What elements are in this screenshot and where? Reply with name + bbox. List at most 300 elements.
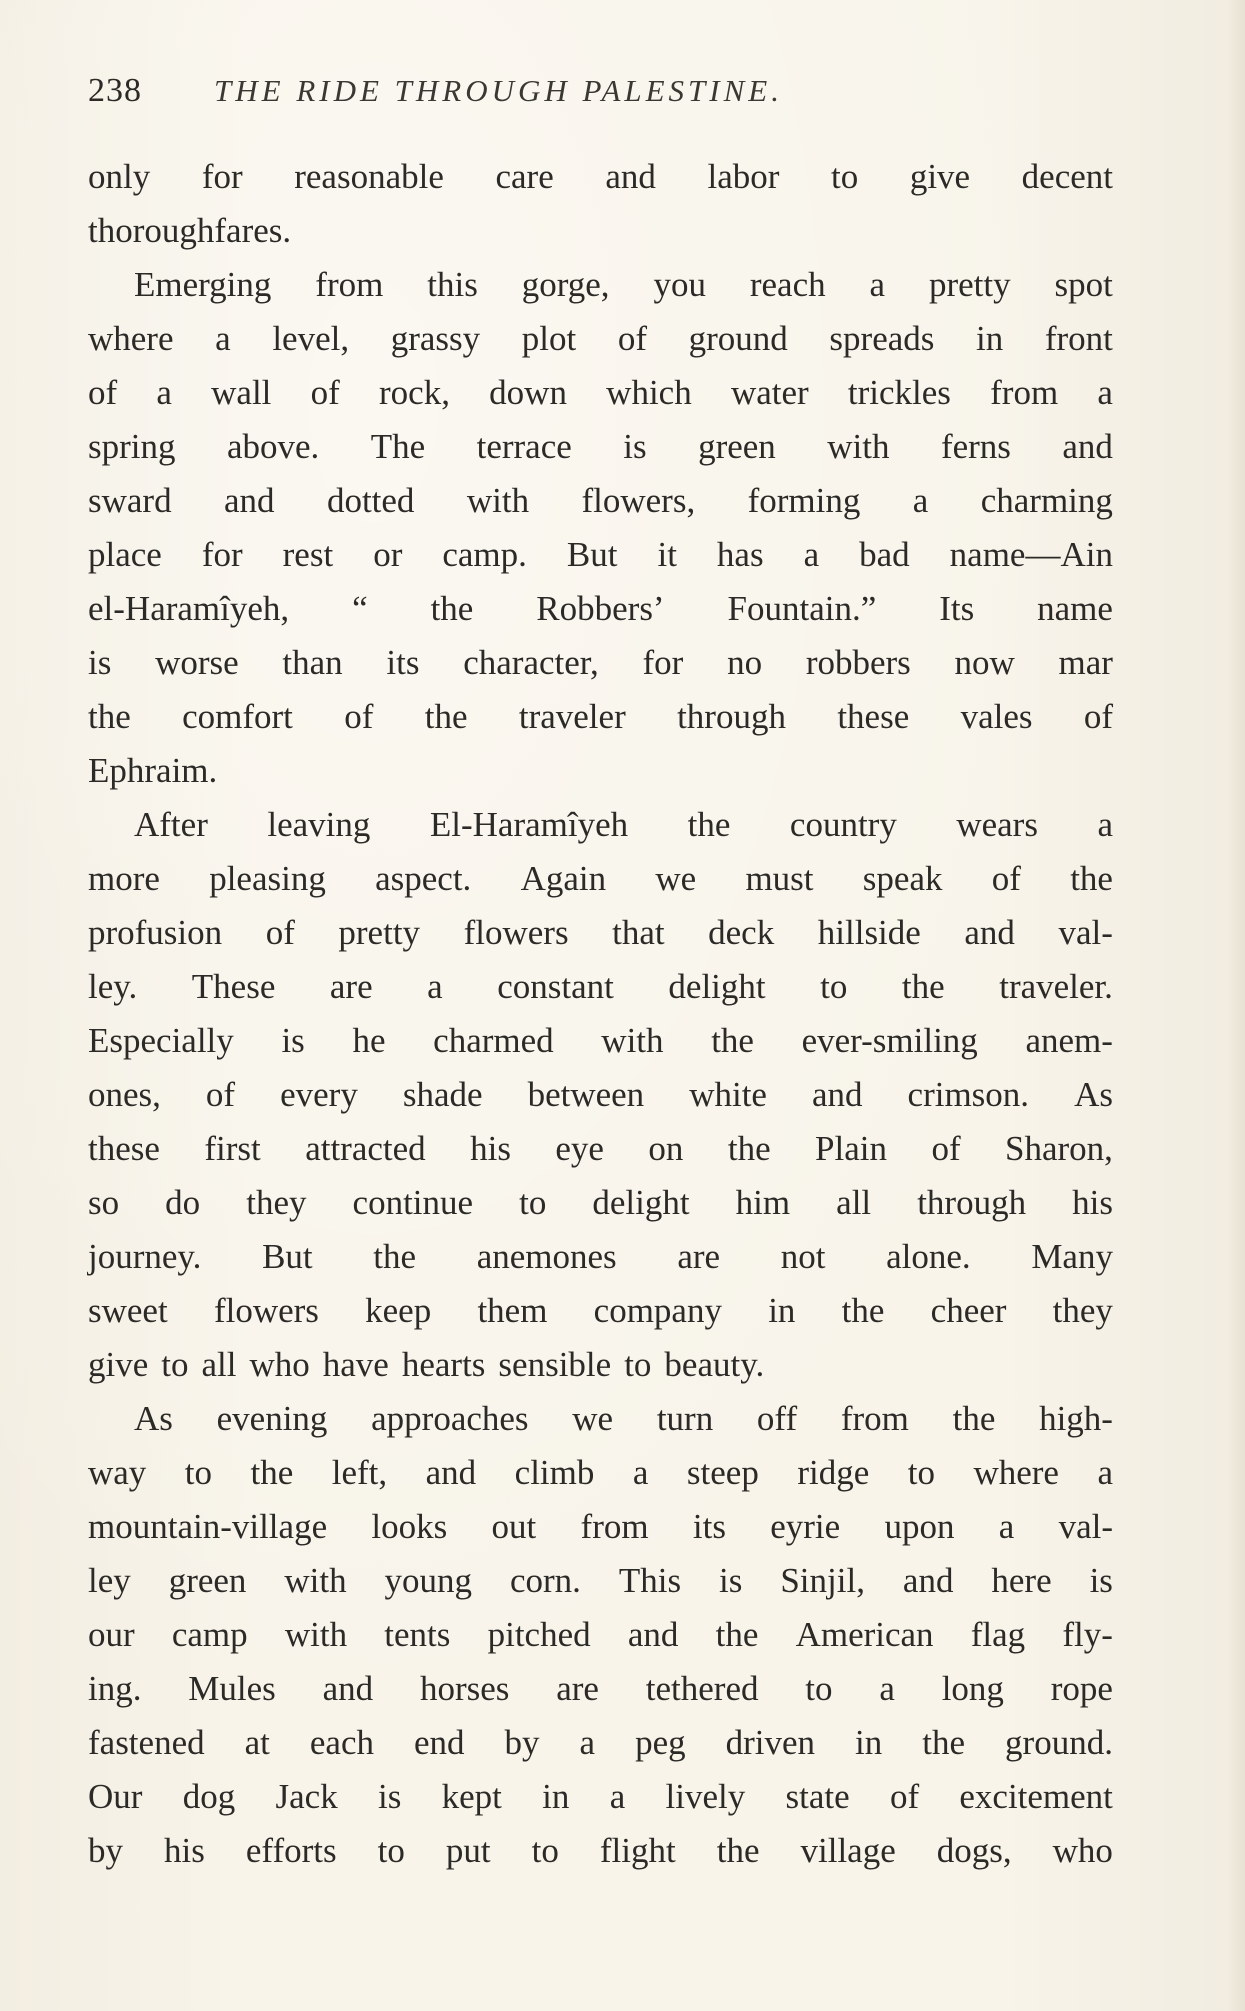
word: are (556, 1669, 599, 1708)
word: for (642, 643, 684, 682)
word: from (315, 265, 384, 304)
word: delight (668, 967, 766, 1006)
word: pitched (487, 1615, 591, 1654)
word: not (780, 1237, 826, 1276)
word: spot (1054, 265, 1113, 304)
word: is (88, 643, 112, 682)
word: state (785, 1777, 850, 1816)
text-line (88, 420, 1113, 474)
word: of (991, 859, 1021, 898)
word: Fountain.” (727, 589, 877, 628)
word: this (427, 265, 478, 304)
word: all (836, 1183, 872, 1222)
word: care (495, 157, 554, 196)
word: where (88, 319, 174, 358)
word: continue (352, 1183, 474, 1222)
word: But (262, 1237, 313, 1276)
word: of (1083, 697, 1113, 736)
word: Its (939, 589, 975, 628)
word: with (466, 481, 530, 520)
text-line (88, 1176, 1113, 1230)
word: to (830, 157, 859, 196)
word: Robbers’ (536, 589, 665, 628)
word: we (572, 1399, 614, 1438)
word: country (789, 805, 897, 844)
word: by (504, 1723, 540, 1762)
word: labor (707, 157, 780, 196)
word: to (519, 1183, 547, 1222)
word: and (322, 1669, 374, 1708)
word: journey. (88, 1237, 202, 1276)
word: the (922, 1723, 966, 1762)
word: ley (88, 1561, 131, 1600)
word: vales (960, 697, 1033, 736)
word: that (612, 913, 665, 952)
word: and (627, 1615, 679, 1654)
word: through (917, 1183, 1027, 1222)
text-line (88, 1446, 1113, 1500)
page-number: 238 (88, 72, 142, 109)
word: every (280, 1075, 358, 1114)
text-line (88, 1338, 1113, 1392)
word: the (1070, 859, 1113, 898)
word: you (653, 265, 706, 304)
word: driven (725, 1723, 816, 1762)
word: to (531, 1831, 559, 1870)
word: wall (211, 373, 272, 412)
word: only (88, 157, 151, 196)
word: terrace (476, 427, 572, 466)
word: to (624, 1345, 652, 1384)
word: tents (384, 1615, 451, 1654)
word: with (284, 1561, 347, 1600)
word: above. (226, 427, 320, 466)
word: shade (402, 1075, 483, 1114)
word: have (322, 1345, 389, 1384)
word: rest (282, 535, 334, 574)
word: a (1097, 805, 1113, 844)
word: we (655, 859, 697, 898)
text-line (88, 582, 1113, 636)
word: who (249, 1345, 310, 1384)
word: Again (520, 859, 607, 898)
word: to (820, 967, 848, 1006)
word: in (542, 1777, 570, 1816)
word: val- (1058, 1507, 1113, 1546)
text-line (88, 1068, 1113, 1122)
word: at (244, 1723, 270, 1762)
word: ridge (797, 1453, 870, 1492)
word: his (470, 1129, 511, 1168)
word: spreads (829, 319, 935, 358)
word: of (205, 1075, 236, 1114)
word: fastened (88, 1723, 205, 1762)
word: from (990, 373, 1059, 412)
word: a (427, 967, 443, 1006)
text-line (88, 1554, 1113, 1608)
word: is (1089, 1561, 1113, 1600)
word: This (618, 1561, 682, 1600)
word: the (424, 697, 468, 736)
word: pleasing (209, 859, 326, 898)
word: are (677, 1237, 721, 1276)
word: wears (956, 805, 1038, 844)
word: lively (665, 1777, 746, 1816)
word: ground (688, 319, 788, 358)
word: dotted (326, 481, 415, 520)
word: sward (88, 481, 172, 520)
word: attracted (305, 1129, 426, 1168)
word: these (837, 697, 910, 736)
word: it (657, 535, 677, 574)
word: water (730, 373, 809, 412)
word: profusion (88, 913, 223, 952)
word: a (803, 535, 820, 574)
word: who (1052, 1831, 1113, 1870)
word: turn (656, 1399, 714, 1438)
text-line (88, 1608, 1113, 1662)
word: a (609, 1777, 626, 1816)
word: first (204, 1129, 261, 1168)
word: young (384, 1561, 473, 1600)
word: with (827, 427, 890, 466)
word: a (632, 1453, 649, 1492)
word: ing. (88, 1669, 142, 1708)
word: decent (1021, 157, 1113, 196)
word: sensible (498, 1345, 612, 1384)
word: forming (747, 481, 861, 520)
word: After (134, 805, 208, 844)
word: rope (1050, 1669, 1113, 1708)
word: Plain (815, 1129, 887, 1168)
word: name—Ain (949, 535, 1113, 574)
word: and (224, 481, 275, 520)
word: through (677, 697, 786, 736)
word: of (88, 373, 118, 412)
word: village (800, 1831, 896, 1870)
word: the (250, 1453, 294, 1492)
word: of (310, 373, 340, 412)
text-line (88, 744, 1113, 798)
word: camp (171, 1615, 248, 1654)
word: long (941, 1669, 1004, 1708)
word: flowers (463, 913, 569, 952)
word: of (889, 1777, 920, 1816)
word: corn. (509, 1561, 581, 1600)
word: in (855, 1723, 883, 1762)
word: anemones (476, 1237, 617, 1276)
word: a (1097, 373, 1113, 412)
word: between (527, 1075, 645, 1114)
word: each (309, 1723, 374, 1762)
word: is (719, 1561, 743, 1600)
word: do (165, 1183, 201, 1222)
word: and (1062, 427, 1113, 466)
word: approaches (371, 1399, 529, 1438)
word: has (716, 535, 764, 574)
word: way (88, 1453, 147, 1492)
word: the (841, 1291, 885, 1330)
word: a (879, 1669, 895, 1708)
word: from (840, 1399, 909, 1438)
word: company (593, 1291, 722, 1330)
word: climb (514, 1453, 595, 1492)
word: robbers (805, 643, 911, 682)
word: These (191, 967, 276, 1006)
word: its (386, 643, 420, 682)
word: the (687, 805, 731, 844)
text-line (88, 798, 1113, 852)
word: and (425, 1453, 477, 1492)
word: fly- (1062, 1615, 1113, 1654)
word: eye (555, 1129, 604, 1168)
word: cheer (930, 1291, 1007, 1330)
word: excitement (959, 1777, 1113, 1816)
word: our (88, 1615, 135, 1654)
word: charmed (433, 1021, 554, 1060)
word: Mules (188, 1669, 276, 1708)
word: down (489, 373, 567, 412)
word: plot (521, 319, 577, 358)
word: As (1074, 1075, 1113, 1114)
word: beauty. (664, 1345, 765, 1384)
word: all (201, 1345, 237, 1384)
word: speak (862, 859, 943, 898)
text-line (88, 474, 1113, 528)
text-line (88, 690, 1113, 744)
word: ones, (88, 1075, 161, 1114)
word: which (606, 373, 692, 412)
word: kept (441, 1777, 502, 1816)
text-line (88, 1824, 1113, 1878)
text-line (88, 204, 1113, 258)
word: peg (635, 1723, 686, 1762)
word: hearts (401, 1345, 486, 1384)
word: of (931, 1129, 961, 1168)
word: a (1097, 1453, 1113, 1492)
word: comfort (182, 697, 293, 736)
word: the (901, 967, 945, 1006)
word: flag (970, 1615, 1026, 1654)
word: sweet (88, 1291, 168, 1330)
word: upon (884, 1507, 955, 1546)
word: by (88, 1831, 123, 1870)
word: trickles (847, 373, 951, 412)
word: traveler (518, 697, 626, 736)
word: he (352, 1021, 386, 1060)
text-line (88, 1392, 1113, 1446)
word: his (164, 1831, 205, 1870)
word: rock, (379, 373, 450, 412)
word: worse (155, 643, 239, 682)
word: flowers, (581, 481, 696, 520)
word: grassy (390, 319, 481, 358)
word: tethered (645, 1669, 759, 1708)
word: evening (216, 1399, 328, 1438)
word: name (1037, 589, 1113, 628)
text-line (88, 1662, 1113, 1716)
word: Sinjil, (780, 1561, 865, 1600)
word: val- (1058, 913, 1113, 952)
word: his (1072, 1183, 1113, 1222)
word: a (998, 1507, 1015, 1546)
word: camp. (442, 535, 527, 574)
word: more (88, 859, 160, 898)
word: where (973, 1453, 1059, 1492)
word: to (907, 1453, 935, 1492)
word: they (246, 1183, 307, 1222)
text-line (88, 150, 1113, 204)
word: than (282, 643, 343, 682)
word: a (156, 373, 172, 412)
word: gorge, (521, 265, 610, 304)
word: Sharon, (1005, 1129, 1113, 1168)
word: high- (1039, 1399, 1113, 1438)
word: aspect. (375, 859, 472, 898)
word: pretty (928, 265, 1011, 304)
word: is (623, 427, 647, 466)
word: are (329, 967, 373, 1006)
text-line (88, 528, 1113, 582)
word: pretty (338, 913, 421, 952)
word: them (477, 1291, 548, 1330)
text-line (88, 1716, 1113, 1770)
word: a (912, 481, 929, 520)
word: But (566, 535, 618, 574)
text-line (88, 1500, 1113, 1554)
word: Many (1031, 1237, 1113, 1276)
word: Especially (88, 1021, 234, 1060)
word: ground. (1005, 1723, 1113, 1762)
word: to (377, 1831, 405, 1870)
word: is (281, 1021, 305, 1060)
word: dog (182, 1777, 236, 1816)
body-text (88, 150, 1113, 1878)
word: to (805, 1669, 833, 1708)
running-title: THE RIDE THROUGH PALESTINE. (214, 73, 783, 108)
word: in (976, 319, 1004, 358)
text-line (88, 636, 1113, 690)
word: front (1044, 319, 1113, 358)
word: and (902, 1561, 954, 1600)
word: the (727, 1129, 771, 1168)
word: the (716, 1831, 760, 1870)
word: green (168, 1561, 247, 1600)
word: el-Haramîyeh, (88, 589, 290, 628)
word: the (430, 589, 474, 628)
word: dogs, (936, 1831, 1012, 1870)
text-line (88, 960, 1113, 1014)
word: a (869, 265, 886, 304)
text-line (88, 312, 1113, 366)
word: with (284, 1615, 348, 1654)
word: leaving (267, 805, 371, 844)
word: or (373, 535, 403, 574)
word: for (201, 157, 243, 196)
word: keep (365, 1291, 432, 1330)
word: in (768, 1291, 796, 1330)
text-line (88, 1770, 1113, 1824)
word: reasonable (294, 157, 444, 196)
running-header (88, 72, 1108, 112)
word: reach (749, 265, 826, 304)
word: ferns (940, 427, 1011, 466)
word: to (161, 1345, 189, 1384)
word: constant (497, 967, 614, 1006)
word: delight (592, 1183, 690, 1222)
word: put (445, 1831, 491, 1870)
text-line (88, 1284, 1113, 1338)
word: the (373, 1237, 417, 1276)
word: character, (463, 643, 599, 682)
word: horses (419, 1669, 510, 1708)
word: off (756, 1399, 798, 1438)
word: “ (352, 589, 368, 628)
word: eyrie (770, 1507, 841, 1546)
word: they (1052, 1291, 1113, 1330)
word: anem- (1025, 1021, 1113, 1060)
word: white (689, 1075, 767, 1114)
text-line (88, 906, 1113, 960)
word: American (795, 1615, 934, 1654)
word: with (601, 1021, 664, 1060)
word: give (909, 157, 971, 196)
text-line (88, 1014, 1113, 1068)
word: a (579, 1723, 596, 1762)
word: traveler. (999, 967, 1113, 1006)
word: on (648, 1129, 684, 1168)
word: As (134, 1399, 173, 1438)
word: these (88, 1129, 160, 1168)
word: give (88, 1345, 149, 1384)
text-line (88, 366, 1113, 420)
word: place (88, 535, 162, 574)
word: level, (272, 319, 350, 358)
word: thoroughfares. (88, 211, 292, 250)
word: the (715, 1615, 759, 1654)
word: of (617, 319, 648, 358)
word: spring (88, 427, 176, 466)
word: of (265, 913, 295, 952)
word: efforts (245, 1831, 337, 1870)
word: a (215, 319, 231, 358)
word: Our (88, 1777, 143, 1816)
text-line (88, 1122, 1113, 1176)
word: and (964, 913, 1015, 952)
word: the (952, 1399, 996, 1438)
word: from (580, 1507, 649, 1546)
word: so (88, 1183, 120, 1222)
word: deck (708, 913, 775, 952)
word: alone. (886, 1237, 971, 1276)
word: for (201, 535, 243, 574)
word: El-Haramîyeh (429, 805, 629, 844)
word: bad (859, 535, 910, 574)
word: ever-smiling (801, 1021, 978, 1060)
word: and (605, 157, 656, 196)
text-line (88, 1230, 1113, 1284)
word: flight (599, 1831, 676, 1870)
word: mountain-village (88, 1507, 328, 1546)
word: now (954, 643, 1015, 682)
word: ley. (88, 967, 138, 1006)
word: must (745, 859, 814, 898)
word: hillside (817, 913, 921, 952)
word: steep (686, 1453, 759, 1492)
word: The (370, 427, 426, 466)
word: green (698, 427, 776, 466)
word: here (991, 1561, 1052, 1600)
